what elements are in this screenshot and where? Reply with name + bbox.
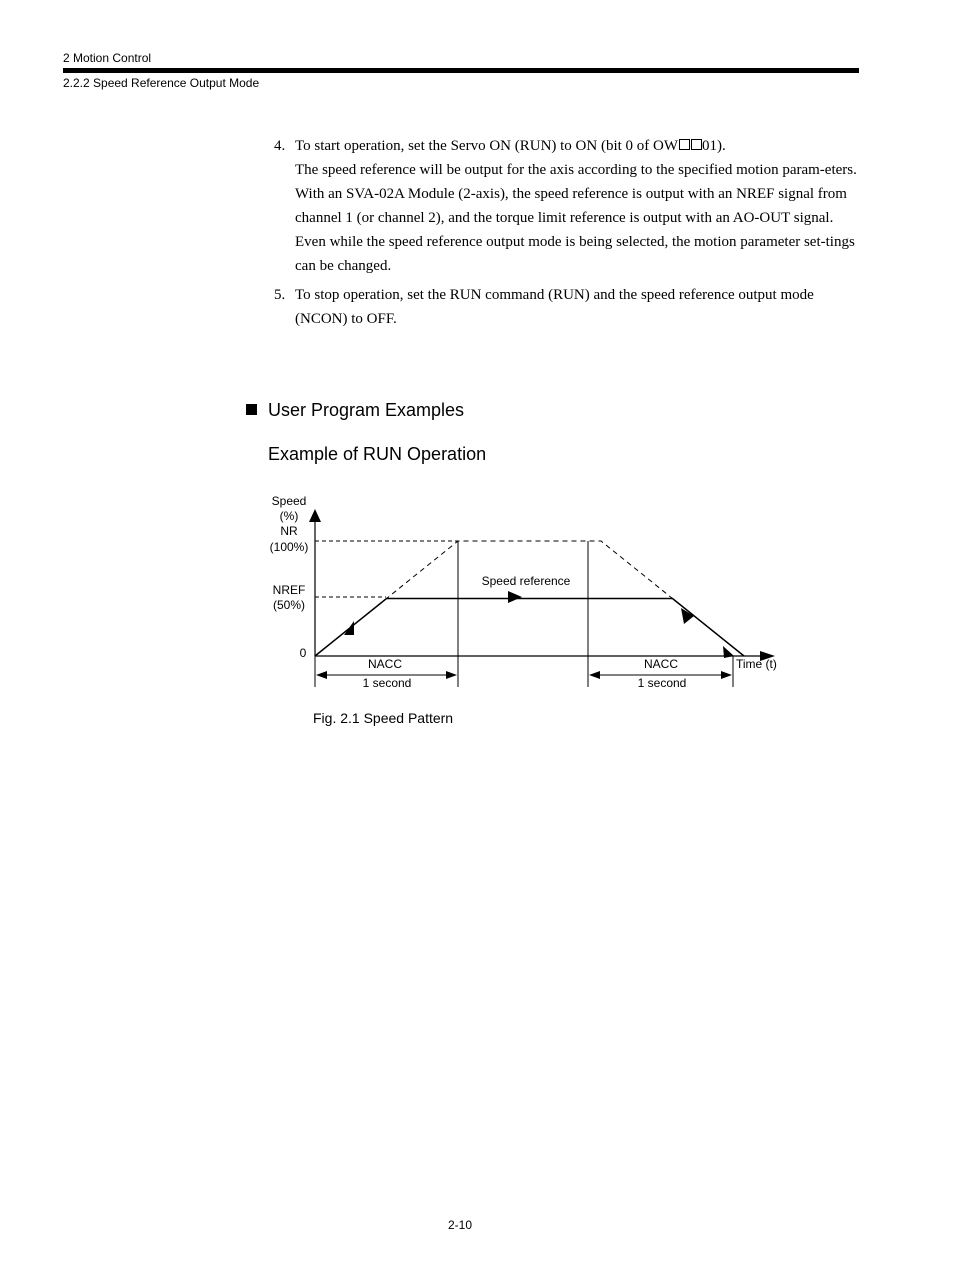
interval-arrowhead — [316, 671, 327, 679]
procedure-steps — [272, 134, 860, 336]
placeholder-box-icon — [679, 139, 690, 150]
x-axis-label: Time (t) — [736, 657, 777, 671]
y-axis-arrowhead — [309, 509, 321, 522]
interval-duration: 1 second — [637, 676, 687, 690]
square-bullet-icon — [246, 404, 257, 415]
figure-caption: Fig. 2.1 Speed Pattern — [313, 710, 454, 726]
step-text: To stop operation, set the RUN command (RUN) and the speed reference output mode (NCON) to OFF. — [295, 287, 814, 327]
section-header: 2.2.2 Speed Reference Output Mode — [63, 76, 260, 90]
step-text: With an SVA-02A Module (2-axis), the speed reference is output with an NREF signal from channel 1 (or channel 2), and the torque limit reference is output with an AO-OUT signal. — [295, 186, 847, 226]
section-heading: User Program Examples — [246, 400, 464, 421]
step-number: 5. — [274, 287, 286, 303]
direction-arrow-icon — [344, 621, 354, 635]
direction-arrow-icon — [508, 591, 522, 603]
y-label-nref-value: (50%) — [272, 598, 306, 612]
subsection-heading: Example of RUN Operation — [268, 444, 487, 464]
interval-duration: 1 second — [362, 676, 412, 690]
page-number: 2-10 — [448, 1218, 473, 1232]
step-4 — [272, 134, 860, 278]
interval-label: NACC — [367, 657, 403, 671]
y-label-speed: Speed — [271, 494, 307, 508]
y-label-nr: NR — [280, 524, 298, 538]
y-label-percent: (%) — [279, 509, 299, 523]
series-label-speed-reference: Speed reference — [481, 574, 571, 588]
step-5 — [272, 283, 860, 331]
step-text: The speed reference will be output for the axis according to the specified motion param-eters. — [295, 162, 857, 178]
step-number: 4. — [274, 138, 286, 154]
step-text: To start operation, set the Servo ON (RUN) to ON (bit 0 of OW 01). — [295, 138, 726, 154]
placeholder-box-icon — [691, 139, 702, 150]
header-rule — [63, 68, 859, 73]
step-text: Even while the speed reference output mode is being selected, the motion parameter set-tings can be changed. — [295, 234, 855, 274]
interval-arrowhead — [721, 671, 732, 679]
interval-label: NACC — [643, 657, 679, 671]
chapter-header: 2 Motion Control — [63, 51, 152, 65]
y-label-zero: 0 — [299, 646, 307, 660]
y-label-nr-value: (100%) — [269, 540, 309, 554]
y-label-nref: NREF — [272, 583, 306, 597]
speed-reference-line — [315, 599, 744, 657]
interval-arrowhead — [446, 671, 457, 679]
direction-arrow-icon — [723, 646, 734, 658]
speed-pattern-chart — [255, 488, 795, 700]
interval-arrowhead — [589, 671, 600, 679]
